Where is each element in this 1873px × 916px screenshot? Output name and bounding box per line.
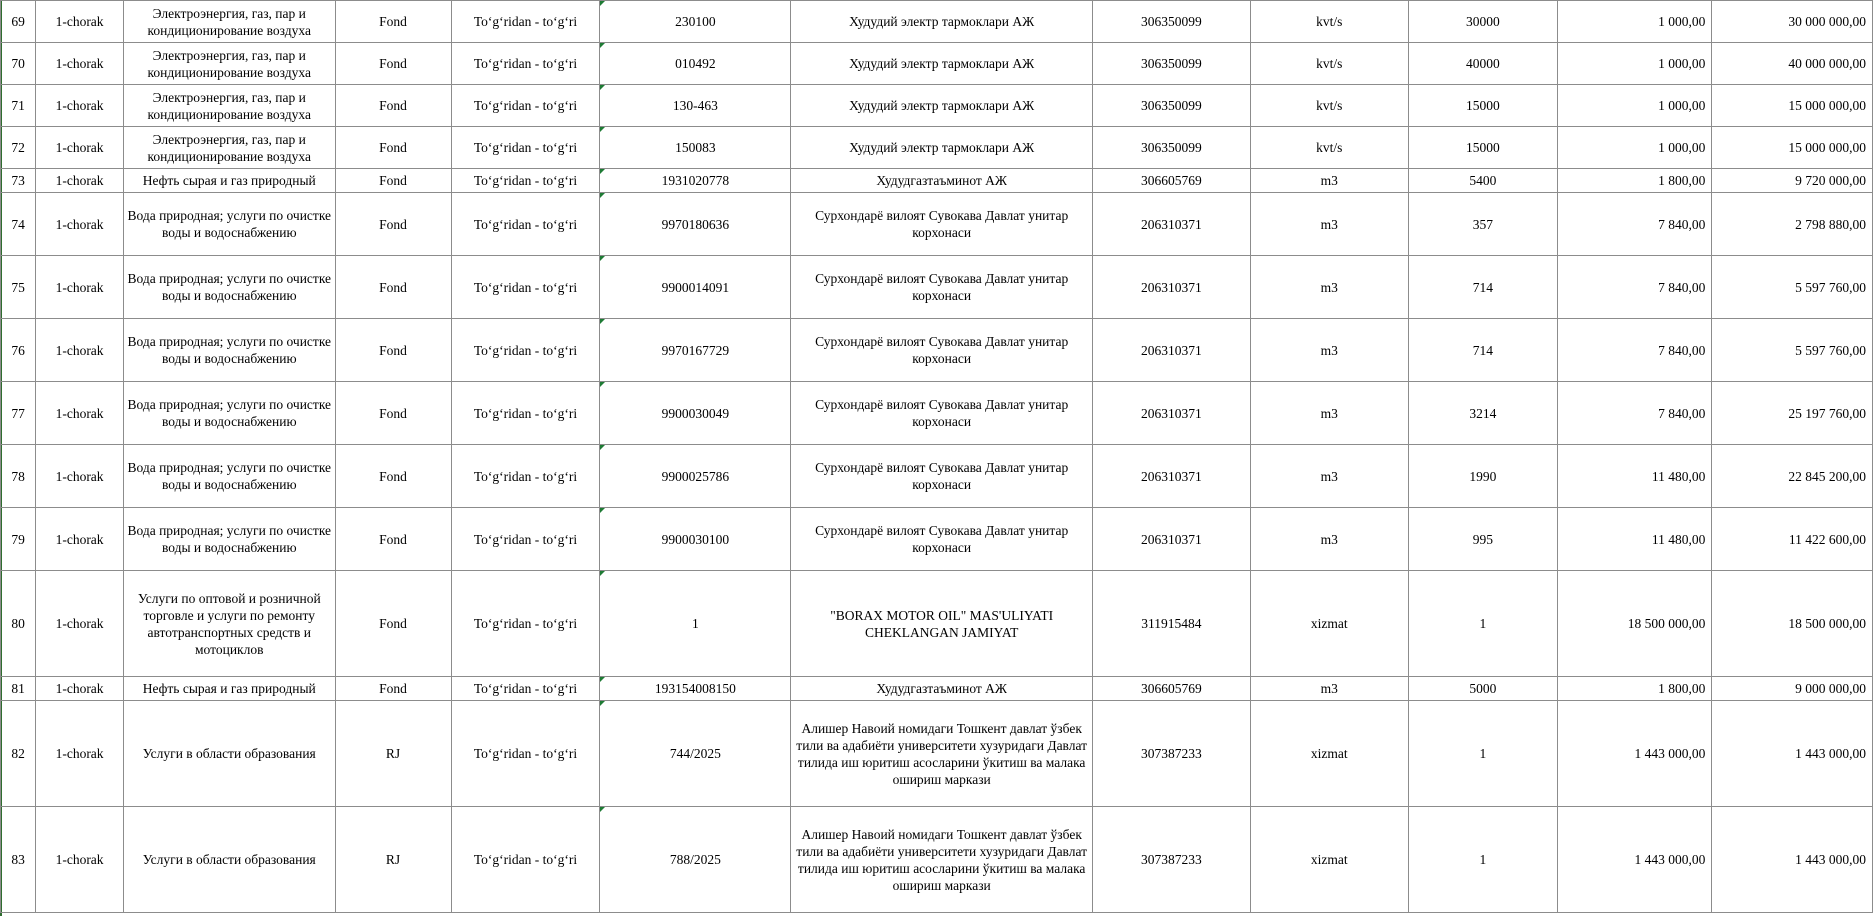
price-cell[interactable]: 11 480,00 xyxy=(1557,508,1712,571)
table-row xyxy=(1,193,1873,256)
supplier-cell[interactable]: Худудий электр тармоклари АЖ xyxy=(791,127,1093,169)
row-number-cell[interactable]: 82 xyxy=(1,701,36,807)
fund-cell[interactable]: Fond xyxy=(335,43,451,85)
quarter-cell[interactable]: 1-chorak xyxy=(36,169,124,193)
supplier-cell[interactable]: Худудгазтаъминот АЖ xyxy=(791,677,1093,701)
price-cell[interactable]: 7 840,00 xyxy=(1557,319,1712,382)
row-number-cell[interactable]: 75 xyxy=(1,256,36,319)
table-row xyxy=(1,43,1873,85)
category-cell[interactable]: Электроэнергия, газ, пар и кондиционирование воздуха xyxy=(123,1,335,43)
fund-cell[interactable]: Fond xyxy=(335,677,451,701)
fund-cell[interactable]: RJ xyxy=(335,701,451,807)
quantity-cell[interactable]: 15000 xyxy=(1408,85,1557,127)
contract-cell[interactable]: 744/2025 xyxy=(600,701,791,807)
fund-cell[interactable]: Fond xyxy=(335,169,451,193)
quarter-cell[interactable]: 1-chorak xyxy=(36,1,124,43)
sum-cell[interactable]: 40 000 000,00 xyxy=(1712,43,1873,85)
contract-cell[interactable]: 9900025786 xyxy=(600,445,791,508)
inn-cell[interactable]: 307387233 xyxy=(1093,807,1251,913)
contract-cell[interactable]: 1931020778 xyxy=(600,169,791,193)
sum-cell[interactable]: 25 197 760,00 xyxy=(1712,382,1873,445)
table-row xyxy=(1,445,1873,508)
category-cell[interactable]: Нефть сырая и газ природный xyxy=(123,169,335,193)
inn-cell[interactable]: 307387233 xyxy=(1093,701,1251,807)
quantity-cell[interactable]: 1990 xyxy=(1408,445,1557,508)
price-cell[interactable]: 1 000,00 xyxy=(1557,85,1712,127)
quantity-cell[interactable]: 714 xyxy=(1408,319,1557,382)
sum-cell[interactable]: 2 798 880,00 xyxy=(1712,193,1873,256)
inn-cell[interactable]: 311915484 xyxy=(1093,571,1251,677)
supplier-cell[interactable]: "BORAX MOTOR OIL" MAS'ULIYATI CHEKLANGAN JAMIYAT xyxy=(791,571,1093,677)
method-cell[interactable]: To‘g‘ridan - to‘g‘ri xyxy=(451,445,600,508)
table-row xyxy=(1,319,1873,382)
supplier-cell[interactable]: Сурхондарё вилоят Сувокава Давлат унитар корхонаси xyxy=(791,193,1093,256)
row-number-cell[interactable]: 80 xyxy=(1,571,36,677)
quarter-cell[interactable]: 1-chorak xyxy=(36,571,124,677)
quantity-cell[interactable]: 1 xyxy=(1408,571,1557,677)
inn-cell[interactable]: 306350099 xyxy=(1093,1,1251,43)
method-cell[interactable]: To‘g‘ridan - to‘g‘ri xyxy=(451,319,600,382)
inn-cell[interactable]: 206310371 xyxy=(1093,193,1251,256)
quantity-cell[interactable]: 30000 xyxy=(1408,1,1557,43)
quantity-cell[interactable]: 15000 xyxy=(1408,127,1557,169)
sum-cell[interactable]: 9 720 000,00 xyxy=(1712,169,1873,193)
fund-cell[interactable]: Fond xyxy=(335,571,451,677)
price-cell[interactable]: 1 000,00 xyxy=(1557,43,1712,85)
table-row xyxy=(1,256,1873,319)
contract-cell[interactable]: 230100 xyxy=(600,1,791,43)
method-cell[interactable]: To‘g‘ridan - to‘g‘ri xyxy=(451,701,600,807)
table-row xyxy=(1,382,1873,445)
supplier-cell[interactable]: Худудий электр тармоклари АЖ xyxy=(791,43,1093,85)
quantity-cell[interactable]: 995 xyxy=(1408,508,1557,571)
contract-cell[interactable]: 9900030049 xyxy=(600,382,791,445)
unit-cell[interactable]: m3 xyxy=(1250,193,1408,256)
supplier-cell[interactable]: Сурхондарё вилоят Сувокава Давлат унитар корхонаси xyxy=(791,508,1093,571)
supplier-cell[interactable]: Худудий электр тармоклари АЖ xyxy=(791,85,1093,127)
category-cell[interactable]: Вода природная; услуги по очистке воды и водоснабжению xyxy=(123,193,335,256)
row-number-cell[interactable]: 73 xyxy=(1,169,36,193)
row-number-cell[interactable]: 72 xyxy=(1,127,36,169)
inn-cell[interactable]: 206310371 xyxy=(1093,256,1251,319)
method-cell[interactable]: To‘g‘ridan - to‘g‘ri xyxy=(451,1,600,43)
supplier-cell[interactable]: Сурхондарё вилоят Сувокава Давлат унитар корхонаси xyxy=(791,445,1093,508)
quantity-cell[interactable]: 1 xyxy=(1408,701,1557,807)
category-cell[interactable]: Вода природная; услуги по очистке воды и водоснабжению xyxy=(123,256,335,319)
quarter-cell[interactable]: 1-chorak xyxy=(36,127,124,169)
supplier-cell[interactable]: Сурхондарё вилоят Сувокава Давлат унитар корхонаси xyxy=(791,256,1093,319)
sum-cell[interactable]: 5 597 760,00 xyxy=(1712,319,1873,382)
table-row xyxy=(1,1,1873,43)
contract-cell[interactable]: 9970180636 xyxy=(600,193,791,256)
table-row xyxy=(1,169,1873,193)
unit-cell[interactable]: kvt/s xyxy=(1250,1,1408,43)
unit-cell[interactable]: m3 xyxy=(1250,508,1408,571)
quarter-cell[interactable]: 1-chorak xyxy=(36,43,124,85)
fund-cell[interactable]: Fond xyxy=(335,319,451,382)
sum-cell[interactable]: 1 443 000,00 xyxy=(1712,807,1873,913)
row-number-cell[interactable]: 81 xyxy=(1,677,36,701)
method-cell[interactable]: To‘g‘ridan - to‘g‘ri xyxy=(451,43,600,85)
inn-cell[interactable]: 306350099 xyxy=(1093,127,1251,169)
supplier-cell[interactable]: Алишер Навоий номидаги Тошкент давлат ўзбек тили ва адабиёти университети хузуридаги Давлат тилида иш юритиш асосларини ўкитиш ва малака ошириш маркази xyxy=(791,807,1093,913)
price-cell[interactable]: 18 500 000,00 xyxy=(1557,571,1712,677)
quarter-cell[interactable]: 1-chorak xyxy=(36,382,124,445)
price-cell[interactable]: 1 800,00 xyxy=(1557,169,1712,193)
quarter-cell[interactable]: 1-chorak xyxy=(36,319,124,382)
row-number-cell[interactable]: 71 xyxy=(1,85,36,127)
quarter-cell[interactable]: 1-chorak xyxy=(36,256,124,319)
unit-cell[interactable]: xizmat xyxy=(1250,701,1408,807)
inn-cell[interactable]: 206310371 xyxy=(1093,319,1251,382)
contract-cell[interactable]: 150083 xyxy=(600,127,791,169)
category-cell[interactable]: Электроэнергия, газ, пар и кондиционирование воздуха xyxy=(123,85,335,127)
quantity-cell[interactable]: 5400 xyxy=(1408,169,1557,193)
table-row xyxy=(1,508,1873,571)
unit-cell[interactable]: m3 xyxy=(1250,319,1408,382)
category-cell[interactable]: Нефть сырая и газ природный xyxy=(123,677,335,701)
inn-cell[interactable]: 306350099 xyxy=(1093,85,1251,127)
category-cell[interactable]: Услуги в области образования xyxy=(123,701,335,807)
inn-cell[interactable]: 306605769 xyxy=(1093,677,1251,701)
category-cell[interactable]: Электроэнергия, газ, пар и кондиционирование воздуха xyxy=(123,43,335,85)
category-cell[interactable]: Вода природная; услуги по очистке воды и водоснабжению xyxy=(123,319,335,382)
price-cell[interactable]: 11 480,00 xyxy=(1557,445,1712,508)
fund-cell[interactable]: RJ xyxy=(335,807,451,913)
category-cell[interactable]: Вода природная; услуги по очистке воды и водоснабжению xyxy=(123,445,335,508)
table-row xyxy=(1,677,1873,701)
quantity-cell[interactable]: 40000 xyxy=(1408,43,1557,85)
supplier-cell[interactable]: Сурхондарё вилоят Сувокава Давлат унитар корхонаси xyxy=(791,319,1093,382)
category-cell[interactable]: Электроэнергия, газ, пар и кондиционирование воздуха xyxy=(123,127,335,169)
contract-cell[interactable]: 1 xyxy=(600,571,791,677)
sum-cell[interactable]: 1 443 000,00 xyxy=(1712,701,1873,807)
unit-cell[interactable]: m3 xyxy=(1250,677,1408,701)
fund-cell[interactable]: Fond xyxy=(335,193,451,256)
row-number-cell[interactable]: 76 xyxy=(1,319,36,382)
inn-cell[interactable]: 206310371 xyxy=(1093,445,1251,508)
method-cell[interactable]: To‘g‘ridan - to‘g‘ri xyxy=(451,256,600,319)
table-row xyxy=(1,571,1873,677)
supplier-cell[interactable]: Сурхондарё вилоят Сувокава Давлат унитар корхонаси xyxy=(791,382,1093,445)
contract-cell[interactable]: 193154008150 xyxy=(600,677,791,701)
quarter-cell[interactable]: 1-chorak xyxy=(36,677,124,701)
inn-cell[interactable]: 206310371 xyxy=(1093,382,1251,445)
quarter-cell[interactable]: 1-chorak xyxy=(36,85,124,127)
inn-cell[interactable]: 306605769 xyxy=(1093,169,1251,193)
unit-cell[interactable]: kvt/s xyxy=(1250,127,1408,169)
sum-cell[interactable]: 22 845 200,00 xyxy=(1712,445,1873,508)
quarter-cell[interactable]: 1-chorak xyxy=(36,807,124,913)
table-row xyxy=(1,807,1873,913)
sum-cell[interactable]: 18 500 000,00 xyxy=(1712,571,1873,677)
category-cell[interactable]: Вода природная; услуги по очистке воды и водоснабжению xyxy=(123,508,335,571)
row-number-cell[interactable]: 70 xyxy=(1,43,36,85)
contract-cell[interactable]: 9900014091 xyxy=(600,256,791,319)
method-cell[interactable]: To‘g‘ridan - to‘g‘ri xyxy=(451,508,600,571)
price-cell[interactable]: 1 800,00 xyxy=(1557,677,1712,701)
row-number-cell[interactable]: 83 xyxy=(1,807,36,913)
row-number-cell[interactable]: 69 xyxy=(1,1,36,43)
contract-cell[interactable]: 130-463 xyxy=(600,85,791,127)
method-cell[interactable]: To‘g‘ridan - to‘g‘ri xyxy=(451,571,600,677)
unit-cell[interactable]: m3 xyxy=(1250,445,1408,508)
sum-cell[interactable]: 5 597 760,00 xyxy=(1712,256,1873,319)
price-cell[interactable]: 7 840,00 xyxy=(1557,193,1712,256)
supplier-cell[interactable]: Худудий электр тармоклари АЖ xyxy=(791,1,1093,43)
price-cell[interactable]: 1 443 000,00 xyxy=(1557,701,1712,807)
unit-cell[interactable]: m3 xyxy=(1250,382,1408,445)
sum-cell[interactable]: 11 422 600,00 xyxy=(1712,508,1873,571)
method-cell[interactable]: To‘g‘ridan - to‘g‘ri xyxy=(451,677,600,701)
quarter-cell[interactable]: 1-chorak xyxy=(36,701,124,807)
category-cell[interactable]: Вода природная; услуги по очистке воды и водоснабжению xyxy=(123,382,335,445)
fund-cell[interactable]: Fond xyxy=(335,256,451,319)
quantity-cell[interactable]: 1 xyxy=(1408,807,1557,913)
fund-cell[interactable]: Fond xyxy=(335,382,451,445)
table-row xyxy=(1,85,1873,127)
quarter-cell[interactable]: 1-chorak xyxy=(36,508,124,571)
table-body xyxy=(1,1,1873,913)
inn-cell[interactable]: 206310371 xyxy=(1093,508,1251,571)
table-row xyxy=(1,701,1873,807)
row-number-cell[interactable]: 78 xyxy=(1,445,36,508)
contract-cell[interactable]: 010492 xyxy=(600,43,791,85)
method-cell[interactable]: To‘g‘ridan - to‘g‘ri xyxy=(451,127,600,169)
price-cell[interactable]: 1 000,00 xyxy=(1557,127,1712,169)
contract-cell[interactable]: 9970167729 xyxy=(600,319,791,382)
fund-cell[interactable]: Fond xyxy=(335,445,451,508)
contract-cell[interactable]: 9900030100 xyxy=(600,508,791,571)
quantity-cell[interactable]: 714 xyxy=(1408,256,1557,319)
price-cell[interactable]: 7 840,00 xyxy=(1557,382,1712,445)
row-number-cell[interactable]: 74 xyxy=(1,193,36,256)
method-cell[interactable]: To‘g‘ridan - to‘g‘ri xyxy=(451,193,600,256)
method-cell[interactable]: To‘g‘ridan - to‘g‘ri xyxy=(451,807,600,913)
category-cell[interactable]: Услуги по оптовой и розничной торговле и услуги по ремонту автотранспортных средств и мотоциклов xyxy=(123,571,335,677)
fund-cell[interactable]: Fond xyxy=(335,127,451,169)
price-cell[interactable]: 1 000,00 xyxy=(1557,1,1712,43)
unit-cell[interactable]: m3 xyxy=(1250,256,1408,319)
unit-cell[interactable]: kvt/s xyxy=(1250,85,1408,127)
category-cell[interactable]: Услуги в области образования xyxy=(123,807,335,913)
fund-cell[interactable]: Fond xyxy=(335,1,451,43)
supplier-cell[interactable]: Алишер Навоий номидаги Тошкент давлат ўзбек тили ва адабиёти университети хузуридаги Давлат тилида иш юритиш асосларини ўкитиш ва малака ошириш маркази xyxy=(791,701,1093,807)
quarter-cell[interactable]: 1-chorak xyxy=(36,193,124,256)
unit-cell[interactable]: xizmat xyxy=(1250,807,1408,913)
price-cell[interactable]: 7 840,00 xyxy=(1557,256,1712,319)
quantity-cell[interactable]: 357 xyxy=(1408,193,1557,256)
table-row xyxy=(1,127,1873,169)
price-cell[interactable]: 1 443 000,00 xyxy=(1557,807,1712,913)
row-number-cell[interactable]: 77 xyxy=(1,382,36,445)
sum-cell[interactable]: 30 000 000,00 xyxy=(1712,1,1873,43)
method-cell[interactable]: To‘g‘ridan - to‘g‘ri xyxy=(451,169,600,193)
method-cell[interactable]: To‘g‘ridan - to‘g‘ri xyxy=(451,382,600,445)
method-cell[interactable]: To‘g‘ridan - to‘g‘ri xyxy=(451,85,600,127)
unit-cell[interactable]: kvt/s xyxy=(1250,43,1408,85)
quantity-cell[interactable]: 5000 xyxy=(1408,677,1557,701)
unit-cell[interactable]: xizmat xyxy=(1250,571,1408,677)
sum-cell[interactable]: 15 000 000,00 xyxy=(1712,85,1873,127)
sum-cell[interactable]: 15 000 000,00 xyxy=(1712,127,1873,169)
unit-cell[interactable]: m3 xyxy=(1250,169,1408,193)
supplier-cell[interactable]: Худудгазтаъминот АЖ xyxy=(791,169,1093,193)
fund-cell[interactable]: Fond xyxy=(335,508,451,571)
row-number-cell[interactable]: 79 xyxy=(1,508,36,571)
sum-cell[interactable]: 9 000 000,00 xyxy=(1712,677,1873,701)
quarter-cell[interactable]: 1-chorak xyxy=(36,445,124,508)
contract-cell[interactable]: 788/2025 xyxy=(600,807,791,913)
fund-cell[interactable]: Fond xyxy=(335,85,451,127)
quantity-cell[interactable]: 3214 xyxy=(1408,382,1557,445)
inn-cell[interactable]: 306350099 xyxy=(1093,43,1251,85)
